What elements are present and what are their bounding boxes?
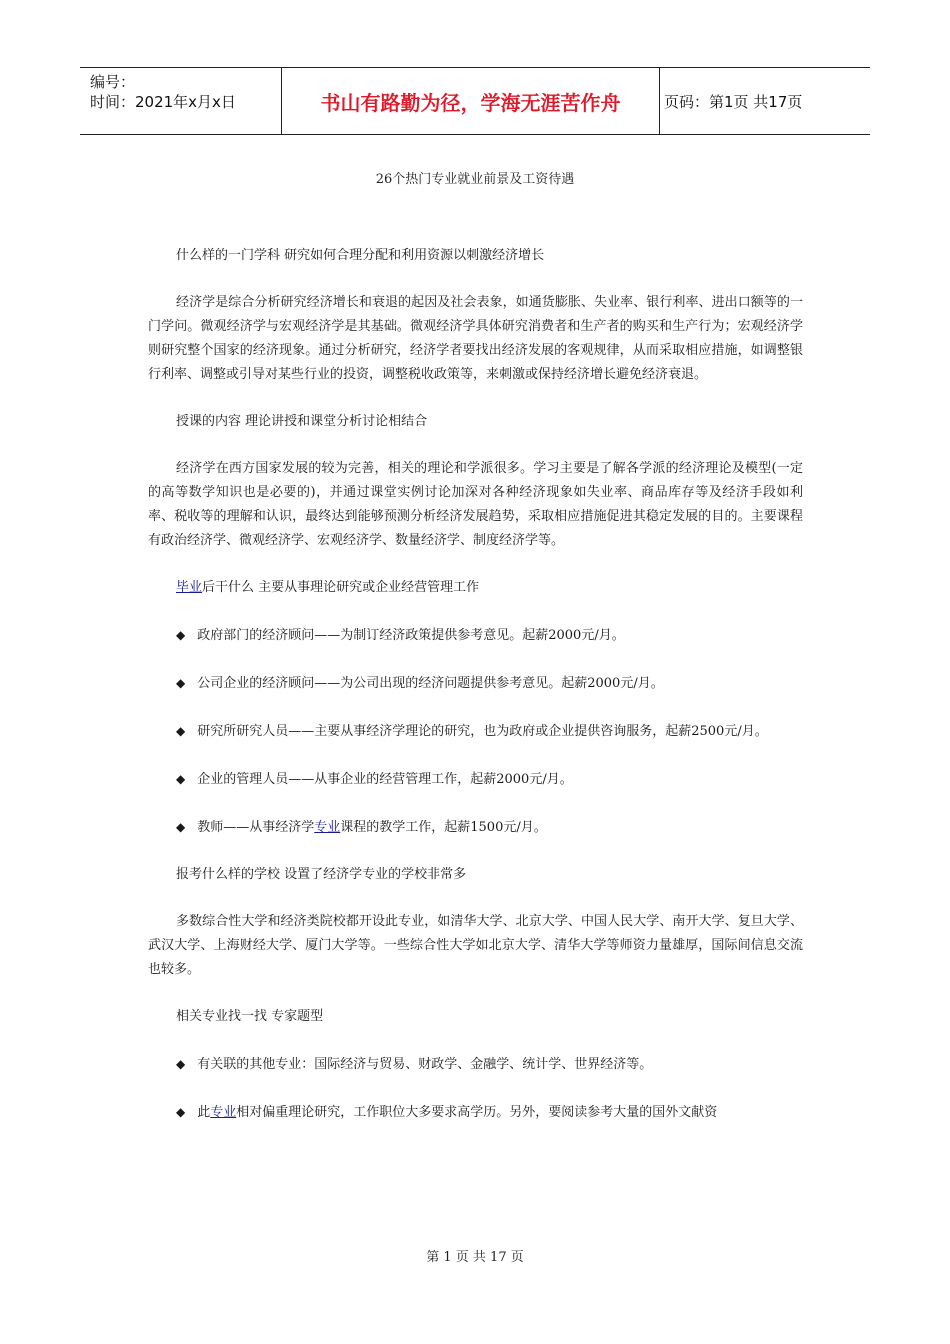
list-item-text: 公司企业的经济顾问——为公司出现的经济问题提供参考意见。起薪2000元/月。: [197, 676, 664, 691]
paragraph-course-content: 经济学在西方国家发展的较为完善，相关的理论和学派很多。学习主要是了解各学派的经济理论及模型(一定的高等数学知识也是必要的)，并通过课堂实例讨论加深对各种经济现象如失业率、商品库存等及经济手段如利率、税收等的理解和认识，最终达到能够预测分析经济发展趋势，采取相应措施促进其稳定发展的目的。主要课程有政治经济学、微观经济学、宏观经济学、数量经济学、制度经济学等。: [148, 461, 803, 548]
page-footer: 第 1 页 共 17 页: [426, 1250, 524, 1265]
document-body: [148, 244, 803, 1125]
list-item: [148, 1100, 803, 1125]
graduation-link[interactable]: 毕业: [176, 580, 203, 595]
list-item-text: 课程的教学工作，起薪1500元/月。: [340, 820, 547, 835]
diamond-bullet-icon: ◆: [176, 1105, 186, 1119]
diamond-bullet-icon: ◆: [176, 772, 186, 786]
list-item-text: 相对偏重理论研究，工作职位大多要求高学历。另外，要阅读参考大量的国外文献资: [236, 1105, 718, 1120]
list-item-text: 此: [197, 1105, 211, 1120]
list-item-text: 企业的管理人员——从事企业的经营管理工作，起薪2000元/月。: [197, 772, 573, 787]
header-code-label: 编号：: [90, 73, 136, 91]
paragraph-economics-intro: 经济学是综合分析研究经济增长和衰退的起因及社会表象，如通货膨胀、失业率、银行利率、进出口额等的一门学问。微观经济学与宏观经济学是其基础。微观经济学具体研究消费者和生产者的购买和生产行为；宏观经济学则研究整个国家的经济现象。通过分析研究，经济学者要找出经济发展的客观规律，从而采取相应措施，如调整银行利率、调整或引导对某些行业的投资，调整税收政策等，来刺激或保持经济增长避免经济衰退。: [148, 295, 803, 382]
section-heading-related: 相关专业找一找 专家题型: [176, 1009, 324, 1024]
section-heading-subject: 什么样的一门学科 研究如何合理分配和利用资源以刺激经济增长: [176, 248, 545, 263]
header-page-info: 页码：第1页 共17页: [664, 92, 803, 111]
list-item: [148, 671, 803, 696]
header-motto: 书山有路勤为径，学海无涯苦作舟: [282, 68, 660, 134]
section-heading-career: [148, 576, 803, 600]
section-heading-schools: 报考什么样的学校 设置了经济学专业的学校非常多: [176, 867, 467, 882]
major-link[interactable]: 专业: [314, 820, 341, 835]
list-item: [148, 1052, 803, 1077]
list-item-text: 教师——从事经济学: [197, 820, 315, 835]
diamond-bullet-icon: ◆: [176, 820, 186, 834]
document-title: 26个热门专业就业前景及工资待遇: [375, 172, 575, 187]
list-item: [148, 767, 803, 792]
section-heading-career-text: 后干什么 主要从事理论研究或企业经营管理工作: [202, 580, 480, 595]
list-item-text: 研究所研究人员——主要从事经济学理论的研究，也为政府或企业提供咨询服务，起薪2500元/月。: [197, 724, 768, 739]
header-meta-cell: [80, 68, 282, 134]
paragraph-schools: 多数综合性大学和经济类院校都开设此专业，如清华大学、北京大学、中国人民大学、南开大学、复旦大学、武汉大学、上海财经大学、厦门大学等。一些综合性大学如北京大学、清华大学等师资力量雄厚，国际间信息交流也较多。: [148, 914, 803, 977]
major-link[interactable]: 专业: [210, 1105, 237, 1120]
diamond-bullet-icon: ◆: [176, 724, 186, 738]
list-item: [148, 719, 803, 744]
list-item: [148, 815, 803, 840]
list-item-text: 有关联的其他专业：国际经济与贸易、财政学、金融学、统计学、世界经济等。: [197, 1057, 653, 1072]
page-header: [80, 67, 870, 135]
diamond-bullet-icon: ◆: [176, 1057, 186, 1071]
list-item-text: 政府部门的经济顾问——为制订经济政策提供参考意见。起薪2000元/月。: [197, 628, 625, 643]
header-time-label: 时间：2021年x月x日: [90, 93, 236, 111]
diamond-bullet-icon: ◆: [176, 628, 186, 642]
section-heading-course: 授课的内容 理论讲授和课堂分析讨论相结合: [176, 414, 428, 429]
list-item: [148, 623, 803, 648]
diamond-bullet-icon: ◆: [176, 676, 186, 690]
